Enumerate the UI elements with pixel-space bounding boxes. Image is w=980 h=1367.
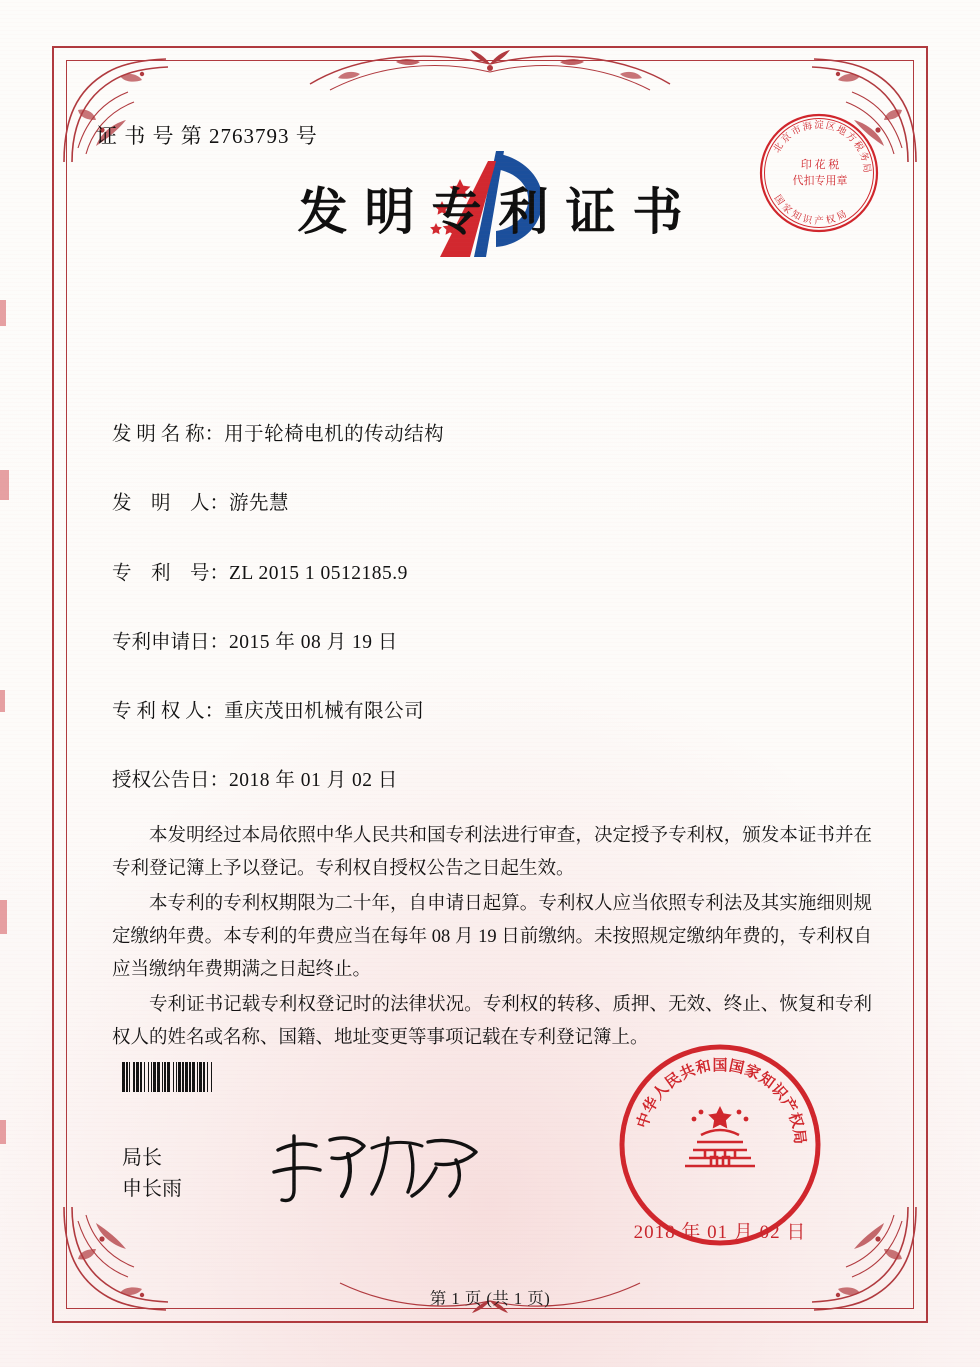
svg-text:京: 京 [780,131,794,146]
svg-text:共: 共 [677,1062,698,1084]
field-label: 发 明 人： [112,493,230,515]
svg-text:地: 地 [834,124,848,139]
svg-text:华: 华 [640,1094,663,1117]
top-flourish-icon [300,44,680,100]
field-application-date [112,628,884,657]
field-value: 用于轮椅电机的传动结构 [224,424,445,445]
svg-text:家: 家 [779,202,794,217]
svg-text:和: 和 [694,1058,713,1078]
handwritten-signature-icon [260,1120,500,1210]
svg-text:产: 产 [814,217,824,227]
svg-text:方: 方 [843,131,858,145]
svg-text:市: 市 [790,124,804,139]
signature-block [122,1143,182,1205]
signature-role-label: 局长 [122,1147,162,1169]
svg-text:权: 权 [785,1110,806,1131]
svg-text:淀: 淀 [814,121,824,131]
svg-text:人: 人 [650,1081,673,1104]
paragraph: 本发明经过本局依照中华人民共和国专利法进行审查，决定授予专利权，颁发本证书并在专利登记簿上予以登记。专利权自授权公告之日起生效。 [112,826,872,879]
field-value: 重庆茂田机械有限公司 [224,701,425,722]
field-inventor [112,489,884,518]
svg-text:局: 局 [789,1128,808,1146]
svg-text:局: 局 [860,162,872,174]
svg-text:税: 税 [851,139,865,154]
svg-text:海: 海 [801,121,814,134]
svg-text:中: 中 [634,1110,655,1131]
corner-flourish-icon [56,50,176,170]
signature-name-label: 申长雨 [122,1178,182,1200]
field-invention-name [112,420,884,449]
paragraph: 本专利的专利权期限为二十年，自申请日起算。专利权人应当依照专利法及其实施细则规定缴纳年费。本专利的年费应当在每年 08 月 19 日前缴纳。未按照规定缴纳年费的，专利权自应当缴纳年费期满之日起终止。 [112,893,872,980]
field-label: 专 利 号： [112,562,230,584]
page-footer: 第 1 页 (共 1 页) [429,1289,551,1308]
svg-text:国: 国 [727,1058,746,1078]
page-title: 发明专利证书 [297,184,700,240]
field-value: 游先慧 [229,493,290,515]
field-label: 授权公告日： [112,770,230,792]
certificate-number: 证 书 号 第 2763793 号 [96,124,318,148]
svg-text:权: 权 [825,214,837,227]
svg-text:识: 识 [801,214,813,227]
field-list [112,420,884,836]
field-value: 2018 年 01 月 02 日 [229,770,398,792]
field-label: 专利申请日： [112,631,230,653]
field-label: 专 利 权 人： [112,701,225,722]
svg-text:代扣专用章: 代扣专用章 [792,175,848,187]
svg-text:国: 国 [712,1058,728,1074]
field-value: ZL 2015 1 0512185.9 [229,562,408,584]
svg-text:务: 务 [856,150,870,164]
svg-text:知: 知 [789,209,803,223]
field-grant-announcement-date [112,766,884,795]
svg-text:民: 民 [662,1070,685,1092]
svg-text:印 花 税: 印 花 税 [800,159,840,171]
svg-text:局: 局 [835,209,849,223]
field-label: 发 明 名 称： [112,424,225,445]
svg-text:知: 知 [755,1070,778,1092]
field-patentee [112,697,884,726]
svg-text:国: 国 [771,193,786,208]
svg-text:区: 区 [824,121,837,134]
svg-text:产: 产 [777,1094,800,1117]
svg-text:识: 识 [767,1081,790,1104]
svg-text:北: 北 [772,141,786,155]
field-value: 2015 年 08 月 19 日 [229,631,398,653]
body-text [112,820,872,1056]
seal-date: 2018 年 01 月 02 日 [633,1222,807,1243]
svg-text:家: 家 [742,1062,763,1084]
paragraph: 专利证书记载专利权登记时的法律状况。专利权的转移、质押、无效、终止、恢复和专利权人的姓名或名称、国籍、地址变更等事项记载在专利登记簿上。 [112,994,872,1048]
barcode [122,1062,384,1092]
field-patent-number [112,559,884,588]
